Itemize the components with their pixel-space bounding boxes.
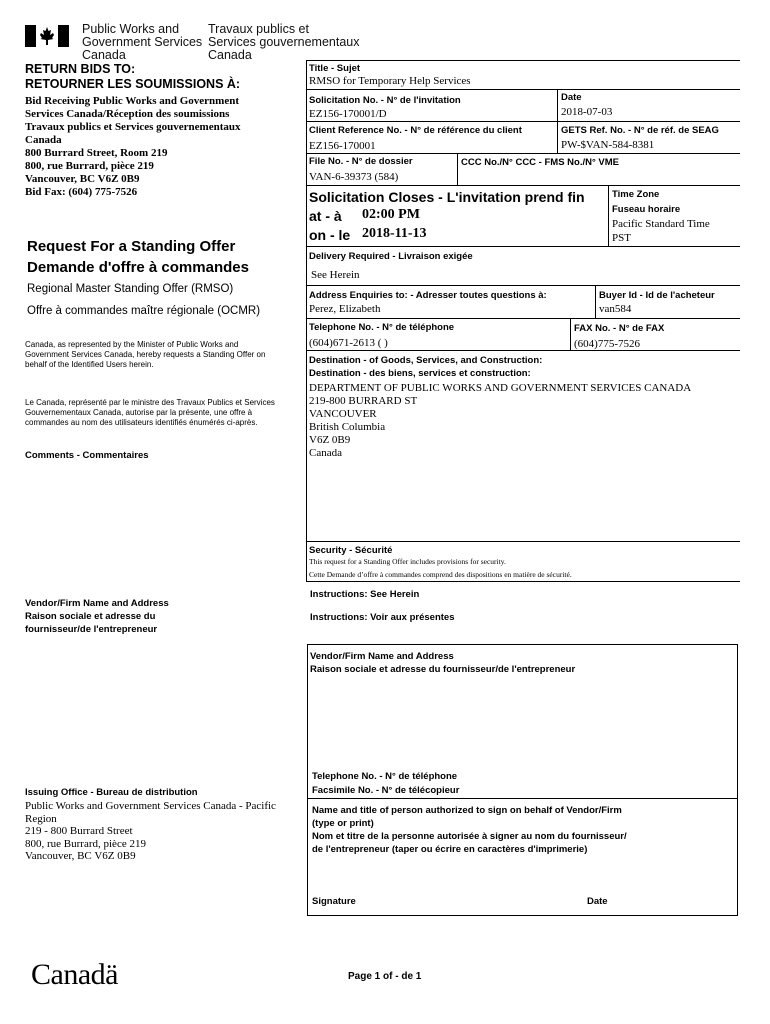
security-label: Security - Sécurité [309,545,393,556]
client-ref-value: EZ156-170001 [309,140,376,152]
vendor-name-field[interactable] [310,680,735,765]
form-divider [557,89,558,153]
department-name-fr: Travaux publics et Services gouvernementaux Canada [208,22,360,62]
telephone-label: Telephone No. - N° de téléphone [309,322,455,333]
page-number: Page 1 of - de 1 [348,971,422,982]
return-bids-address: Bid Receiving Public Works and Government Services Canada/Réception des soumissions Travaux publics et Services gouvernementaux Canada 800 Burrard Street, Room 219 800, rue Burrard, pièce 219 Vancouver, BC V6Z 0B9 Bid Fax: (604) 775-7526 [25,95,241,198]
form-rule [306,60,740,61]
form-divider [457,153,458,185]
delivery-value: See Herein [311,269,360,281]
timezone-abbr: PST [612,232,631,244]
instructions-fr: Instructions: Voir aux présentes [310,612,455,623]
client-ref-label: Client Reference No. - N° de référence du client [309,125,522,136]
destination-address: DEPARTMENT OF PUBLIC WORKS AND GOVERNMENT SERVICES CANADA 219-800 BURRARD ST VANCOUVER British Columbia V6Z 0B9 Canada [309,382,692,459]
fax-value: (604)775-7526 [574,338,640,350]
file-value: VAN-6-39373 (584) [309,171,399,183]
form-rule [306,185,740,186]
department-name-en: Public Works and Government Services Canada [82,22,203,62]
issuing-office-label: Issuing Office - Bureau de distribution [25,787,198,798]
form-rule [306,246,740,247]
date-label: Date [561,92,582,103]
request-paragraph-en: Canada, as represented by the Minister of Public Works and Government Services Canada, hereby requests a Standing Offer on behalf of the Identified Users herein. [25,340,266,369]
signature-date-label: Date [587,896,608,907]
vendor-box-label-en: Vendor/Firm Name and Address [310,651,454,662]
request-paragraph-fr: Le Canada, représenté par le ministre des Travaux Publics et Services Gouvernementaux Canada, autorise par la présente, une offre à commandes au nom des utilisateurs identifiés énumérés ci-après. [25,398,275,427]
closes-date-value: 2018-11-13 [362,226,427,241]
fax-label: FAX No. - N° de FAX [574,323,665,334]
canada-wordmark-logo: Canadä [31,958,118,991]
timezone-value: Pacific Standard Time [612,218,710,230]
delivery-label: Delivery Required - Livraison exigée [309,251,473,262]
form-border-left [306,60,307,582]
form-rule [306,350,740,351]
form-rule [306,285,740,286]
request-title: Request For a Standing Offer Demande d'offre à commandes [27,238,249,276]
security-text-fr: Cette Demande d’offre à commandes comprend des dispositions en matière de sécurité. [309,570,572,579]
ocmr-label: Offre à commandes maître régionale (OCMR) [27,305,261,317]
form-divider [570,318,571,350]
instructions-en: Instructions: See Herein [310,589,420,600]
vendor-left-label: Vendor/Firm Name and Address Raison sociale et adresse du fournisseur/de l'entrepreneur [25,598,169,635]
form-rule [306,153,740,154]
return-bids-title: RETURN BIDS TO: RETOURNER LES SOUMISSIONS À: [25,62,241,91]
security-text-en: This request for a Standing Offer includes provisions for security. [309,557,506,566]
form-divider [595,285,596,318]
form-rule [306,318,740,319]
form-rule [306,89,740,90]
canada-flag-icon [25,25,69,47]
comments-label: Comments - Commentaires [25,450,149,461]
destination-label-fr: Destination - des biens, services et construction: [309,368,531,379]
telephone-value: (604)671-2613 ( ) [309,337,388,349]
title-value: RMSO for Temporary Help Services [309,75,471,87]
form-divider [608,185,609,246]
solicitation-value: EZ156-170001/D [309,108,387,120]
buyer-id-label: Buyer Id - Id de l'acheteur [599,290,715,301]
form-rule [306,121,740,122]
gets-label: GETS Ref. No. - N° de réf. de SEAG [561,125,719,136]
rmso-label: Regional Master Standing Offer (RMSO) [27,283,234,295]
vendor-box-rule [307,798,738,799]
closes-time-value: 02:00 PM [362,207,420,222]
ccc-label: CCC No./N° CCC - FMS No./N° VME [461,157,620,168]
closes-at-label: at - à [309,208,342,224]
destination-label-en: Destination - of Goods, Services, and Construction: [309,355,543,366]
title-label: Title - Sujet [309,63,361,74]
form-rule [306,541,740,542]
vendor-fax-label: Facsimile No. - N° de télécopieur [312,785,460,796]
issuing-office-address: Public Works and Government Services Canada - Pacific Region 219 - 800 Burrard Street 800, rue Burrard, pièce 219 Vancouver, BC V6Z 0B9 [25,800,276,862]
vendor-telephone-label: Telephone No. - N° de téléphone [312,771,458,782]
date-value: 2018-07-03 [561,106,613,118]
solicitation-label: Solicitation No. - N° de l'invitation [309,95,461,106]
authorized-person-label: Name and title of person authorized to sign on behalf of Vendor/Firm (type or print) Nom et titre de la personne autorisée à signer au nom du fournisseur/ de l'entrepreneur (taper ou écrire en caractères d'imprimerie) [312,805,627,855]
timezone-label-en: Time Zone [612,189,660,200]
signature-label: Signature [312,896,356,907]
buyer-id-value: van584 [599,303,632,315]
closes-on-label: on - le [309,227,351,243]
authorized-person-field[interactable] [310,860,735,890]
closes-label: Solicitation Closes - L'invitation prend fin [309,189,585,205]
enquiries-label: Address Enquiries to: - Adresser toutes questions à: [309,290,547,301]
gets-value: PW-$VAN-584-8381 [561,139,655,151]
form-rule [306,581,740,582]
enquiries-value: Perez, Elizabeth [309,303,381,315]
file-label: File No. - N° de dossier [309,156,413,167]
vendor-box-label-fr: Raison sociale et adresse du fournisseur/de l'entrepreneur [310,664,576,675]
timezone-label-fr: Fuseau horaire [612,204,681,215]
